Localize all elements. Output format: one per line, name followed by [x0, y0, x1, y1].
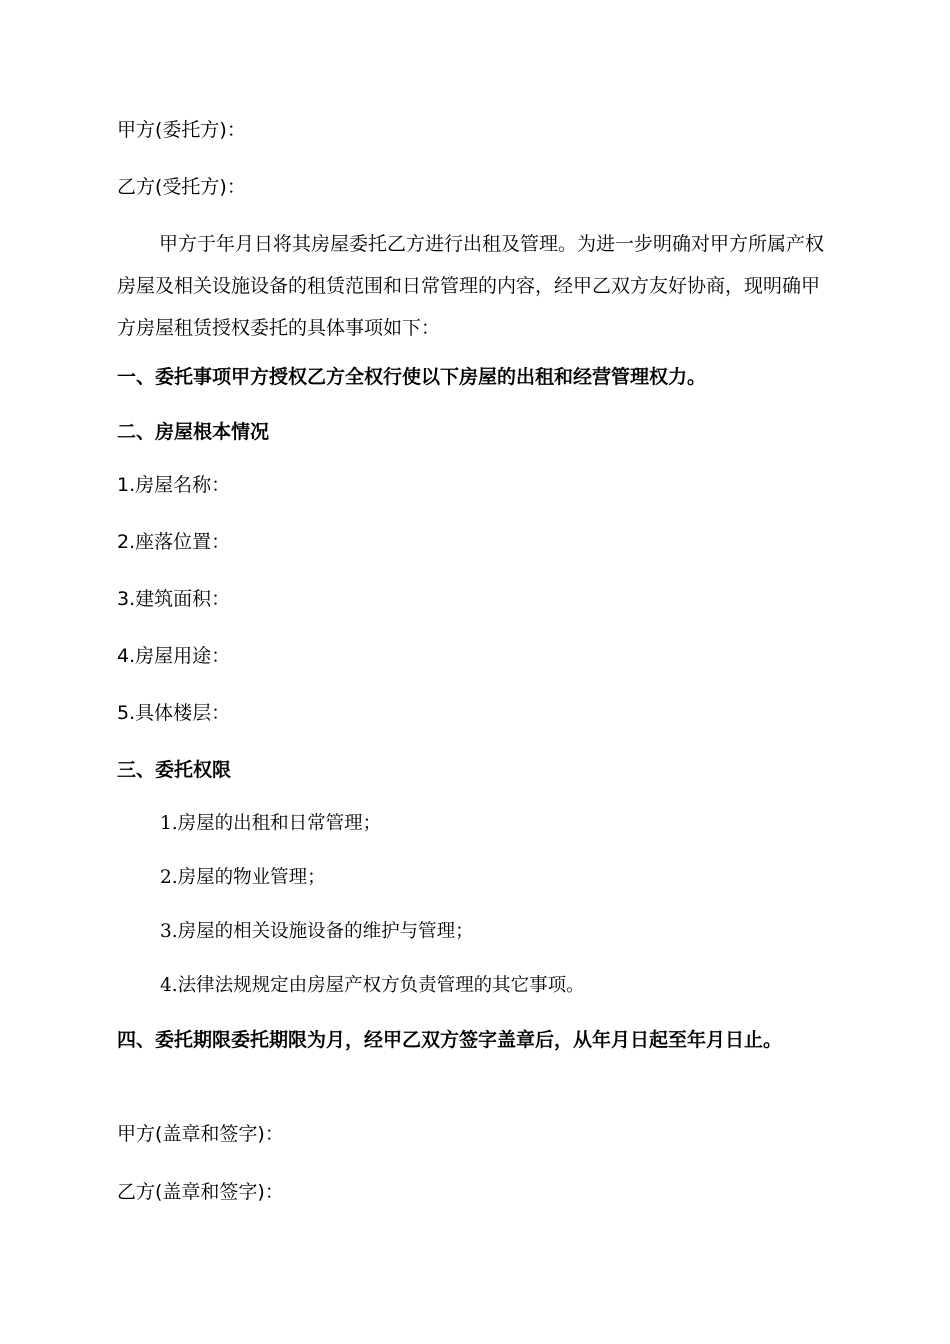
- section-4-paragraph: 四、委托期限委托期限为月，经甲乙双方签字盖章后，从年月日起至年月日止。: [117, 1029, 783, 1051]
- house-item: 4.房屋用途：: [117, 645, 231, 667]
- party-b-signature-label: 乙方(盖章和签字)：: [117, 1181, 284, 1203]
- party-a-signature-label: 甲方(盖章和签字)：: [117, 1123, 284, 1145]
- authority-item: 2.房屋的物业管理；: [160, 867, 326, 888]
- authority-item: 3.房屋的相关设施设备的维护与管理；: [160, 921, 474, 942]
- party-b-label: 乙方(受托方)：: [117, 176, 246, 198]
- authority-item: 4.法律法规规定由房屋产权方负责管理的其它事项。: [160, 975, 585, 996]
- section-3-heading: 三、委托权限: [117, 759, 232, 781]
- house-item: 3.建筑面积：: [117, 588, 231, 610]
- house-item: 2.座落位置：: [117, 531, 231, 553]
- authority-item: 1.房屋的出租和日常管理；: [160, 813, 382, 834]
- section-2-heading: 二、房屋根本情况: [117, 421, 270, 443]
- party-a-label: 甲方(委托方)：: [117, 119, 246, 141]
- house-item: 5.具体楼层：: [117, 702, 231, 724]
- intro-paragraph: 甲方于年月日将其房屋委托乙方进行出租及管理。为进一步明确对甲方所属产权房屋及相关设施设备的租赁范围和日常管理的内容，经甲乙双方友好协商，现明确甲方房屋租赁授权委托的具体事项如下：: [117, 233, 825, 339]
- house-item: 1.房屋名称：: [117, 474, 231, 496]
- section-1-heading: 一、委托事项甲方授权乙方全权行使以下房屋的出租和经营管理权力。: [117, 366, 707, 388]
